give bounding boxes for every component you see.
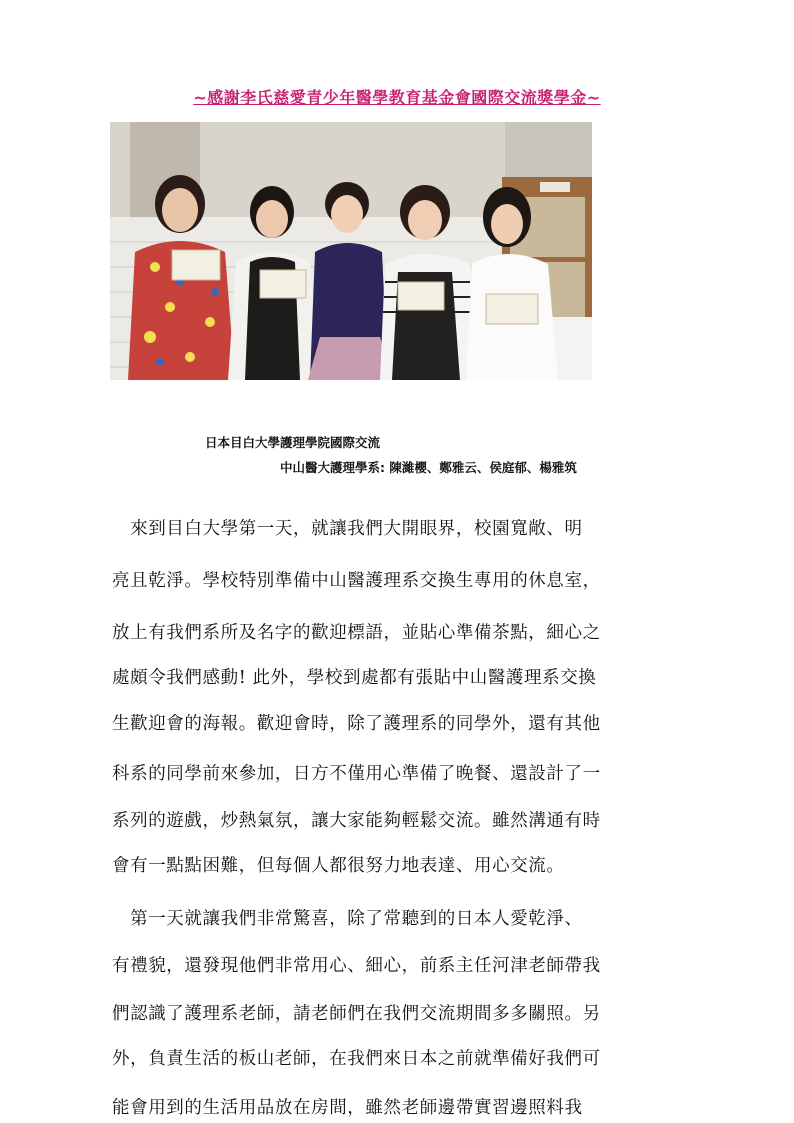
group-photo-illustration: [110, 122, 592, 380]
paragraph-1-line: 生歡迎會的海報。歡迎會時，除了護理系的同學外，還有其他: [112, 714, 601, 734]
paragraph-2-line: 們認識了護理系老師，請老師們在我們交流期間多多關照。另: [112, 1004, 601, 1024]
paragraph-1-line: 放上有我們系所及名字的歡迎標語，並貼心準備茶點，細心之: [112, 623, 601, 643]
paragraph-1-line: 處頗令我們感動! 此外，學校到處都有張貼中山醫護理系交換: [112, 668, 597, 688]
document-title: ~感謝李氏慈愛青少年醫學教育基金會國際交流獎學金~: [193, 88, 601, 107]
paragraph-2-line: 有禮貌，還發現他們非常用心、細心，前系主任河津老師帶我: [112, 956, 601, 976]
paragraph-1-line: 亮且乾淨。學校特別準備中山醫護理系交換生專用的休息室，: [112, 571, 601, 591]
paragraph-2-line: 第一天就讓我們非常驚喜，除了常聽到的日本人愛乾淨、: [112, 909, 583, 929]
paragraph-1-line: 系列的遊戲，炒熱氣氛，讓大家能夠輕鬆交流。雖然溝通有時: [112, 811, 601, 831]
paragraph-1-line: 科系的同學前來參加，日方不僅用心準備了晚餐、還設計了一: [112, 764, 601, 784]
paragraph-1-line: 會有一點點困難，但每個人都很努力地表達、用心交流。: [112, 856, 565, 876]
group-photo: [110, 122, 592, 380]
subheading-exchange: 日本目白大學護理學院國際交流: [205, 435, 381, 450]
subheading-authors: 中山醫大護理學系: 陳濰櫻、鄭雅云、侯庭郁、楊雅筑: [280, 460, 577, 475]
paragraph-2-line: 能會用到的生活用品放在房間，雖然老師邊帶實習邊照料我: [112, 1098, 583, 1118]
paragraph-2-line: 外，負責生活的板山老師，在我們來日本之前就準備好我們可: [112, 1049, 601, 1069]
paragraph-1-line: 來到目白大學第一天，就讓我們大開眼界，校園寬敞、明: [112, 519, 583, 539]
